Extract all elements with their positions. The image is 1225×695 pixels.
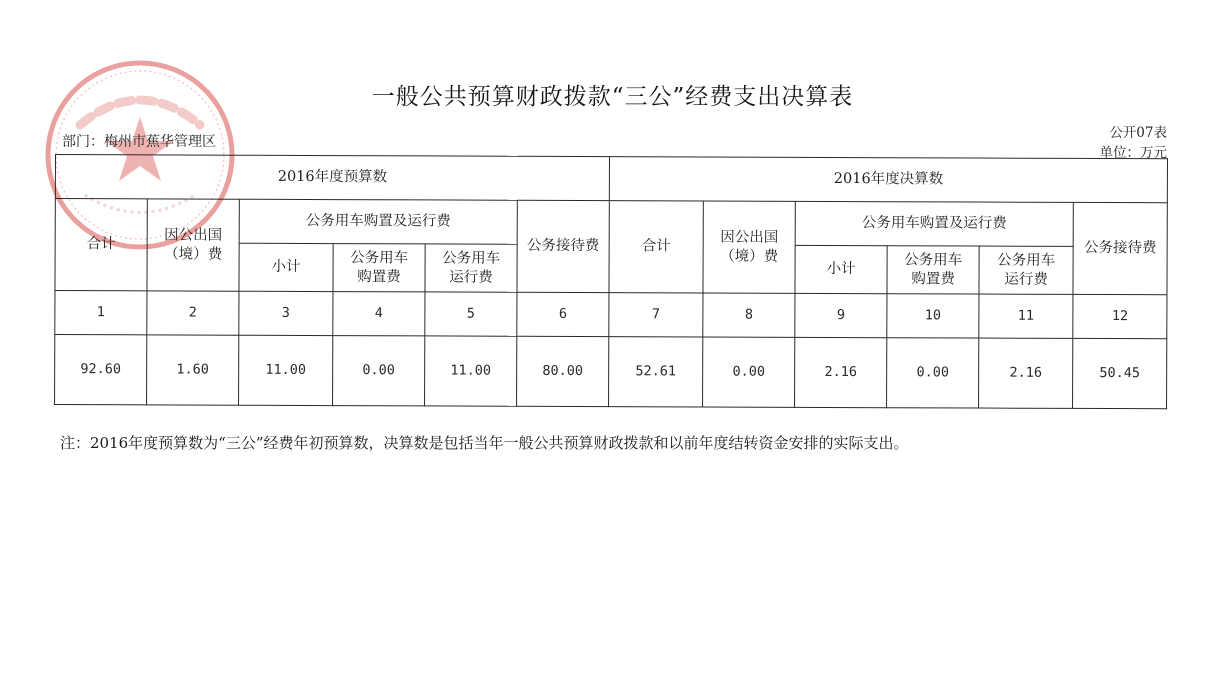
budget-vehicle-purchase-header xyxy=(333,244,425,292)
form-number: 公开07表 xyxy=(1109,125,1167,141)
column-number-cell: 7 xyxy=(609,293,703,337)
column-number-cell: 9 xyxy=(795,293,887,337)
final-vehicle-subtotal-value: 2.16 xyxy=(795,337,887,407)
column-number-cell: 11 xyxy=(979,294,1073,338)
budget-subtotal-header: 小计 xyxy=(239,243,333,291)
final-vehicle-operation-line2: 运行费 xyxy=(1004,271,1048,288)
budget-vehicle-subtotal-value: 11.00 xyxy=(239,335,333,405)
budget-vehicle-operation-line2: 运行费 xyxy=(449,269,493,286)
budget-vehicle-purchase-line1: 公务用车 xyxy=(350,250,409,267)
column-number-cell: 4 xyxy=(333,292,425,336)
budget-vehicle-purchase-value: 0.00 xyxy=(333,336,425,406)
final-abroad-value: 0.00 xyxy=(703,337,795,407)
budget-vehicle-operation-header xyxy=(425,244,517,292)
final-vehicle-operation-value: 2.16 xyxy=(979,338,1073,408)
footnote: 注：2016年度预算数为“三公”经费年初预算数，决算数是包括当年一般公共预算财政拨款和以前年度结转资金安排的实际支出。 xyxy=(60,434,909,452)
final-vehicle-purchase-line1: 公务用车 xyxy=(904,252,963,269)
expenditure-table xyxy=(54,154,1168,409)
budget-reception-value: 80.00 xyxy=(517,336,609,406)
final-total-value: 52.61 xyxy=(609,337,703,407)
column-number-cell: 3 xyxy=(239,291,333,335)
final-abroad-line1: 因公出国 xyxy=(720,229,779,247)
column-number-cell: 10 xyxy=(887,294,979,338)
budget-total-value: 92.60 xyxy=(55,335,147,405)
final-vehicle-purchase-header xyxy=(887,246,979,294)
budget-vehicle-operation-line1: 公务用车 xyxy=(442,250,501,268)
final-abroad-header xyxy=(703,201,795,293)
budget-abroad-value: 1.60 xyxy=(147,335,239,405)
column-number-cell: 1 xyxy=(55,291,147,335)
budget-vehicle-group-header: 公务用车购置及运行费 xyxy=(239,199,517,244)
column-number-cell: 2 xyxy=(147,291,239,335)
budget-abroad-header xyxy=(147,199,239,291)
final-subtotal-header: 小计 xyxy=(795,245,887,293)
final-total-header: 合计 xyxy=(609,201,703,293)
budget-vehicle-operation-value: 11.00 xyxy=(425,336,517,406)
budget-abroad-line1: 因公出国 xyxy=(164,227,223,245)
header-row-categories xyxy=(55,199,1167,247)
budget-total-header: 合计 xyxy=(55,199,147,291)
department-label: 部门：梅州市蕉华管理区 xyxy=(62,134,216,150)
column-number-cell: 6 xyxy=(517,292,609,336)
final-reception-value: 50.45 xyxy=(1073,338,1167,408)
page-title: 一般公共预算财政拨款“三公”经费支出决算表 xyxy=(371,84,854,110)
value-row xyxy=(55,335,1167,409)
column-number-cell: 12 xyxy=(1073,294,1167,338)
budget-abroad-line2: （境）费 xyxy=(164,245,223,263)
final-vehicle-group-header: 公务用车购置及运行费 xyxy=(795,201,1073,246)
final-vehicle-operation-line1: 公务用车 xyxy=(997,252,1056,270)
budget-reception-header: 公务接待费 xyxy=(517,200,609,292)
unit-label: 单位：万元 xyxy=(1099,145,1167,161)
final-vehicle-operation-header xyxy=(979,246,1073,294)
header-row-groups xyxy=(55,155,1167,203)
column-number-row xyxy=(55,291,1167,339)
column-number-cell: 8 xyxy=(703,293,795,337)
budget-group-header: 2016年度预算数 xyxy=(55,155,609,201)
final-abroad-line2: （境）费 xyxy=(720,248,779,265)
final-reception-header: 公务接待费 xyxy=(1073,202,1167,294)
column-number-cell: 5 xyxy=(425,292,517,336)
final-vehicle-purchase-value: 0.00 xyxy=(887,338,979,408)
budget-vehicle-purchase-line2: 购置费 xyxy=(357,268,401,285)
final-vehicle-purchase-line2: 购置费 xyxy=(911,270,955,287)
final-group-header: 2016年度决算数 xyxy=(609,157,1167,203)
